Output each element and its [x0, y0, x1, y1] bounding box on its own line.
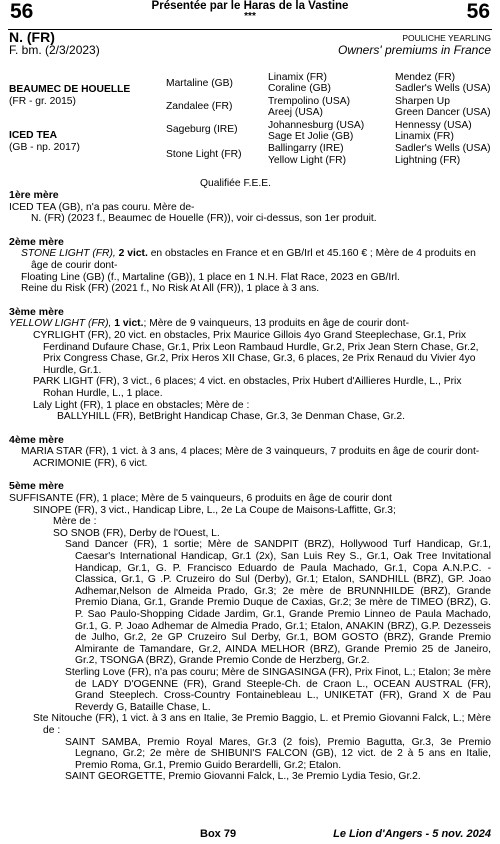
dam2-line	[9, 248, 491, 271]
box-number: Box 79	[200, 828, 237, 840]
dam2-wins: 2 vict.	[115, 248, 148, 260]
nitouche-produce-saint-georgette: SAINT GEORGETTE, Premio Giovanni Falck, L., 3e Premio Lydia Tesio, Gr.2.	[65, 771, 421, 783]
dam3-wins: 1 vict.	[111, 318, 144, 330]
lot-number: 56	[10, 0, 34, 23]
nitouche-produce-saint-samba: SAINT SAMBA, Premio Royal Mares, Gr.3 (2 fois), Premio Bagutta, Gr.3, 3e Premio Legnano, Gr.2; 2e mère de SHIBUNI'S FALCON (GB), 12 vict. de 2 à 5 ans en Italie, Premio Roma, Gr.1, Premio Guido Berardelli, Gr.2; Etalon.	[65, 736, 491, 771]
dam3-title: 3ème mère	[9, 305, 64, 318]
family-notes	[9, 190, 491, 783]
horse-type: POULICHE YEARLING	[402, 33, 491, 43]
dam3-line	[9, 318, 491, 330]
dam2-record: en obstacles en France et en GB/Irl et 45.160 € ; Mère de 4 produits en âge de courir dont-	[31, 248, 476, 271]
divider	[8, 29, 492, 30]
dam5-title: 5ème mère	[9, 480, 64, 493]
dam3-name: YELLOW LIGHT (FR),	[9, 318, 112, 330]
g2-1: Linamix (FR)	[268, 72, 327, 83]
g2-6: Sage Et Jolie (GB)	[268, 131, 354, 142]
dam-info: (GB - np. 2017)	[9, 142, 80, 153]
dam3-grandproduce-ballyhill: BALLYHILL (FR), BetBright Handicap Chase, Gr.3, 3e Denman Chase, Gr.2.	[57, 411, 405, 423]
g1-dam-dam: Stone Light (FR)	[166, 149, 242, 160]
g3-1: Mendez (FR)	[395, 72, 456, 83]
dam4-produce: ACRIMONIE (FR), 6 vict.	[33, 457, 148, 469]
dam3-produce-cyrlight: CYRLIGHT (FR), 20 vict. en obstacles, Prix Maurice Gillois 4yo Grand Steeplechase, Gr.1, Prix Ferdinand Dufaure Chase, Gr.1, Prix Leon Rambaud Hurdle, Gr.2, Prix Jean Stern Chase, Gr.2, Prix Congress Chase, Gr.2, Prix Heros XII Chase, Gr.3, 6 places, 2e Prix Renaud du Vivier 4yo Hurdle, Gr.1.	[33, 329, 479, 376]
g2-8: Yellow Light (FR)	[268, 155, 347, 166]
g3-3: Sharpen Up	[395, 96, 450, 107]
dam2-produce-1: Floating Line (GB) (f., Martaline (GB)), 1 place en 1 N.H. Flat Race, 2023 en GB/Irl.	[21, 271, 400, 283]
g2-2: Coraline (GB)	[268, 83, 331, 94]
dam2-name: STONE LIGHT (FR),	[21, 248, 116, 260]
g3-8: Lightning (FR)	[395, 155, 461, 166]
g3-6: Linamix (FR)	[395, 131, 454, 142]
dam2-title: 2ème mère	[9, 235, 64, 248]
g2-4: Areej (USA)	[268, 107, 323, 118]
g2-5: Johannesburg (USA)	[268, 120, 365, 131]
sinope-produce-sterling-love: Sterling Love (FR), n'a pas couru; Mère de SINGASINGA (FR), Prix Finot, L.; Etalon; 3e mère de LADY D'OGENNE (FR), Grand Steeple-Ch. de Craon L., OCEAN AUSTRAL (FR), Grand Steeplech. Cross-Country Fontainebleau L., UNIKETAT (FR), Grand X de Pau Reverdy G, Bataille Chase, L.	[65, 666, 492, 713]
dam3-produce-laly: Laly Light (FR), 1 place en obstacles; Mère de :	[33, 399, 250, 411]
birth-info: F. bm. (2/3/2023)	[9, 43, 100, 57]
sinope-produce-so-snob: SO SNOB (FR), Derby de l'Ouest, L.	[53, 527, 220, 539]
dam2-produce-2: Reine du Risk (FR) (2021 f., No Risk At All (FR)), 1 place à 3 ans.	[21, 283, 320, 295]
g1-sire-dam: Zandalee (FR)	[166, 101, 233, 112]
g3-4: Green Dancer (USA)	[395, 107, 491, 118]
sire-info: (FR - gr. 2015)	[9, 96, 76, 107]
dam5-produce-sinope: SINOPE (FR), 3 vict., Handicap Libre, L., 2e La Coupe de Maisons-Laffitte, Gr.3;	[33, 504, 396, 516]
sinope-produce-sand-dancer: Sand Dancer (FR), 1 sortie; Mère de SANDPIT (BRZ), Hollywood Turf Handicap, Gr.1, Caesar's International Handicap, Gr.1 (2x), San Luis Rey S., Gr.1, Oak Tree Invitational Handicap, Gr.1, G. P. Francisco Eduardo de Paula Machado, Gr.1, Copa A.N.P.C. - Classica, Gr.1, G .P. Cruzeiro do Sul (Derby), Gr.1; Etalon, SANDHILL (BRZ), GP. Joao Adhemar,Nelson de Almeida Prado, Gr.3; 2e mère de BRUNNHILDE (BRZ), Grande Premio Diana, Gr.1, Grande Premio Duque de Caxias, Gr.2; 3e mère de TIMEO (BRZ), G. P. Sao Paulo-Shopping Cidade Jardim, Gr.1, Grande Premio Linneo de Paula Machado, Gr.1, G. P. Joao Adhemar de Almedia Prado, Gr.1; Etalon, ANAKIN (BRZ), G.P. Dezesseis de Julho, Gr.2, 2e GP Cruzeiro Sul Derby, Gr.1, BOM GOSTO (BRZ), Grande Premio Almirante de Tamandare, Gr.2, AINDA MELHOR (BRZ), Grande Premio 25 de Janeiro, Gr.2, TSONGA (BRZ), Grande Premio Conde de Herzberg, Gr.2.	[65, 539, 491, 667]
dam5-produce-ste-nitouche: Ste Nitouche (FR), 1 vict. à 3 ans en Italie, 3e Premio Baggio, L. et Premio Giovanni Falck, L.; Mère de :	[33, 713, 491, 736]
horse-name: N. (FR)	[9, 29, 55, 45]
g1-sire-sire: Martaline (GB)	[166, 78, 233, 89]
g3-2: Sadler's Wells (USA)	[395, 83, 491, 94]
dam-name: ICED TEA	[9, 130, 58, 141]
sire-name: BEAUMEC DE HOUELLE	[9, 84, 131, 95]
qualified-note: Qualifiée F.E.E.	[200, 178, 271, 189]
dam3-record: ; Mère de 9 vainqueurs, 13 produits en âge de courir dont-	[143, 318, 410, 330]
g2-7: Ballingarry (IRE)	[268, 143, 344, 154]
g1-dam-sire: Sageburg (IRE)	[166, 124, 238, 135]
lot-number-right: 56	[466, 0, 490, 23]
g2-3: Trempolino (USA)	[268, 96, 351, 107]
sinope-mere-de: Mère de :	[53, 516, 97, 528]
dam5-line: SUFFISANTE (FR), 1 place; Mère de 5 vainqueurs, 6 produits en âge de courir dont	[9, 493, 392, 505]
dam4-line: MARIA STAR (FR), 1 vict. à 3 ans, 4 places; Mère de 3 vainqueurs, 7 produits en âge de courir dont-	[21, 446, 480, 458]
sale-venue-date: Le Lion d'Angers - 5 nov. 2024	[333, 828, 491, 840]
dam4-title: 4ème mère	[9, 433, 64, 446]
g3-5: Hennessy (USA)	[395, 120, 472, 131]
stars: ***	[244, 11, 256, 22]
g3-7: Sadler's Wells (USA)	[395, 143, 491, 154]
dam1-produce: N. (FR) (2023 f., Beaumec de Houelle (FR)), voir ci-dessus, son 1er produit.	[31, 213, 377, 225]
dam1-line: ICED TEA (GB), n'a pas couru. Mère de-	[9, 201, 195, 213]
dam3-produce-parklight: PARK LIGHT (FR), 3 vict., 6 places; 4 vict. en obstacles, Prix Hubert d'Aillieres Hurdle, L., Prix Rohan Hurdle, L., 1 place.	[33, 376, 462, 399]
consignor-title: Présentée par le Haras de la Vastine	[151, 0, 349, 12]
premiums-note: Owners' premiums in France	[338, 43, 491, 57]
dam1-title: 1ère mère	[9, 189, 59, 201]
